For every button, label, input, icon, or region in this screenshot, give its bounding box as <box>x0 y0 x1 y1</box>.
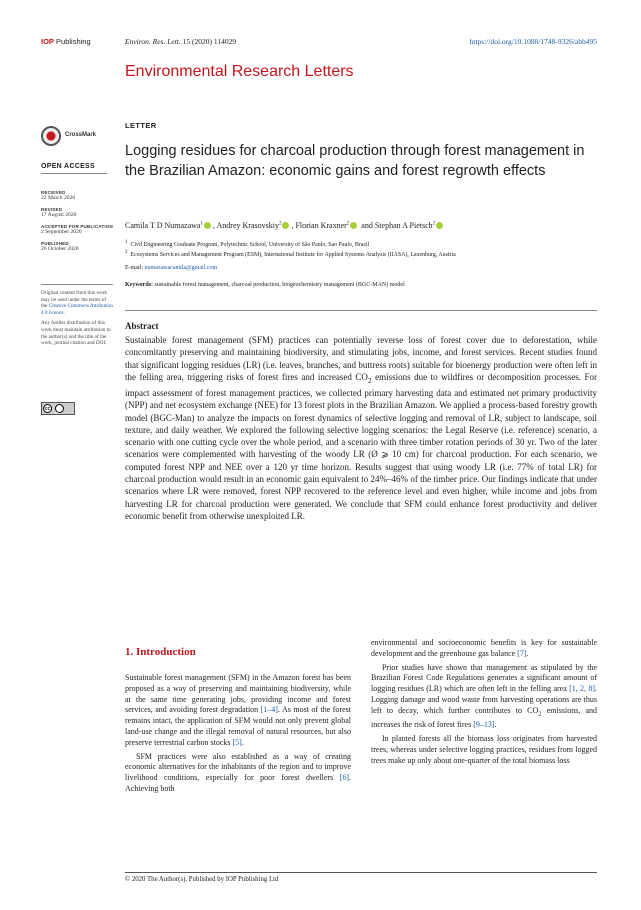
license-note: Original content from this work may be used under the terms of the Creative Commons Attribution 4.0 licence. Any further distribution of this work must maintain attribution to the author(s) and the title of the work, journal citation and DOI. <box>41 290 113 347</box>
author-list: Camila T D Numazawa$^1$ , Andrey Krasovskiy$^2$ , Florian Kraxner$^2$ and Stephan A Pietsch$^2$ <box>125 221 595 230</box>
affiliations: $^1$ Civil Engineering Graduate Program, Polytechnic School, University of São Paulo, Sao Paulo, Brazil $^2$ Ecosystems Services and Management Program (ESM), International Institute for Applied Systems Analysis (IIASA), Laxenburg, Austria <box>125 240 456 258</box>
article-title: Logging residues for charcoal production through forest management in the Brazilian Amazon: economic gains and forest regrowth effects <box>125 143 585 179</box>
cc-by-icon[interactable]: cc BY <box>41 402 75 415</box>
abstract-heading: Abstract <box>125 321 159 331</box>
journal-title: Environmental Research Letters <box>125 63 354 80</box>
author-name[interactable]: Camila T D Numazawa <box>125 221 201 230</box>
open-access-label: OPEN ACCESS <box>41 163 107 174</box>
doi-link[interactable]: https://doi.org/10.1088/1748-9326/abb495 <box>469 37 597 46</box>
body-column-right: environmental and socioeconomic benefits is key for sustainable development and the greenhouse gas balance [7]. Prior studies have shown that management as stipulated by the Brazilian Forest Code Regulations generates a significant amount of logging residues (LR) which are often left in the felling area [1, 2, 8]. Logging damage and wood waste from harvesting operations are thus left to decay, which further contributes to $CO_2$ emissions, and increases the risk of forest fires [9–13]. In planted forests all the biomass loss originates from harvested trees, whereas under selective logging practices, residues from logged trees make up only about one-quarter of the total biomass loss <box>371 638 598 765</box>
keywords: Keywords: sustainable forest management, charcoal production, biogeochemistry management (BGC-MAN) model <box>125 282 405 288</box>
author-name[interactable]: Andrey Krasovskiy <box>216 221 279 230</box>
citation-link[interactable]: [5] <box>232 737 242 747</box>
email-link[interactable]: numazawacamila@gmail.com <box>144 265 218 271</box>
orcid-icon[interactable] <box>204 222 211 229</box>
orcid-icon[interactable] <box>350 222 357 229</box>
article-type: LETTER <box>125 121 157 130</box>
section-heading-introduction: 1. Introduction <box>125 646 196 658</box>
author-name[interactable]: Stephan A Pietsch <box>374 221 433 230</box>
orcid-icon[interactable] <box>282 222 289 229</box>
footer-divider <box>125 872 597 873</box>
citation-link[interactable]: [1, 2, 8] <box>569 684 595 694</box>
citation-link[interactable]: [9–13] <box>473 720 495 730</box>
crossmark-badge[interactable]: CrossMark <box>41 126 101 148</box>
author-name[interactable]: Florian Kraxner <box>295 221 347 230</box>
cc-license-link[interactable]: Creative Commons Attribution 4.0 licence <box>41 303 113 316</box>
orcid-icon[interactable] <box>436 222 443 229</box>
citation-link[interactable]: [1–4] <box>260 705 278 715</box>
publication-dates: RECEIVED 22 March 2020 REVISED 17 August 2020 ACCEPTED FOR PUBLICATION 2 September 2020 PUBLISHED 26 October 2020 <box>41 190 113 252</box>
corresponding-email: E-mail: numazawacamila@gmail.com <box>125 265 218 271</box>
copyright-footer: © 2020 The Author(s). Published by IOP Publishing Ltd <box>125 876 279 883</box>
crossmark-icon <box>41 126 61 146</box>
sidebar-divider <box>41 284 113 285</box>
body-column-left: Sustainable forest management (SFM) in the Amazon forest has been proposed as a way of preserving and maintaining biodiversity, while at the same time generating jobs, providing income and forest services, and avoiding forest degradation [1–4]. As most of the forest remains intact, the application of SFM would not only prevent global land-use change and the illegal removal of natural resources, but also preserve terrestrial carbon stocks [5]. SFM practices were also established as a way of creating economic alternatives for the inhabitants of the region and to improve livelihood conditions, especially for poor forest dwellers [6]. Achieving both <box>125 673 351 793</box>
journal-citation: Environ. Res. Lett. 15 (2020) 114029 <box>125 37 237 46</box>
abstract-body: Sustainable forest management (SFM) practices can potentially reverse loss of forest cover due to deforestation, while concomitantly preserving and maintaining biodiversity, and stimulating jobs, income, and forest services. Recent studies found that significant logging residues (LR) (i.e. leaves, branches, and buttress roots) suitable for bioenergy production were often left in the felling area, triggering risks of forest fires and increased $CO_2$ emissions due to wildfires or decomposition processes. For impact assessment of forest management practices, we collected primary harvesting data and estimated net primary productivity (NPP) and net ecosystem exchange (NEE) for 13 forest plots in the Brazilian Amazon. We applied a process-based forestry growth model (BGC-Man) to analyze the impacts on forest dynamics of selective logging and removal of LR, subject to landscape, soil texture, and daily weather. We explored the following selective logging scenarios: the Legal Reserve (i.e. reference) scenario, a scenario with one cutting cycle over the whole period, and a scenario with three timber rotation periods of 30 yr. Two of the later scenarios were complemented with harvesting of the woody LR (Ø ⩾ 10 cm) for charcoal production. For each scenario, we computed forest NPP and NEE over a 120 yr time horizon. Results suggest that using woody LR (i.e. 77% of total LR) for charcoal production would result in an economic gain equivalent to 24%–46% of the timber price. Our findings indicate that under scenarios where LR were removed, forest NPP recovered to the reference level and even higher, while income and jobs from harvesting LR for charcoal production were generated. We conclude that SFM could enhance forest productivity and deliver economic benefit from otherwise unexploited LR. <box>125 335 597 521</box>
citation-link[interactable]: [6] <box>339 773 349 783</box>
citation-link[interactable]: [7] <box>517 648 527 658</box>
publisher-logo: IOP Publishing <box>41 37 91 46</box>
keywords-divider <box>125 310 597 311</box>
